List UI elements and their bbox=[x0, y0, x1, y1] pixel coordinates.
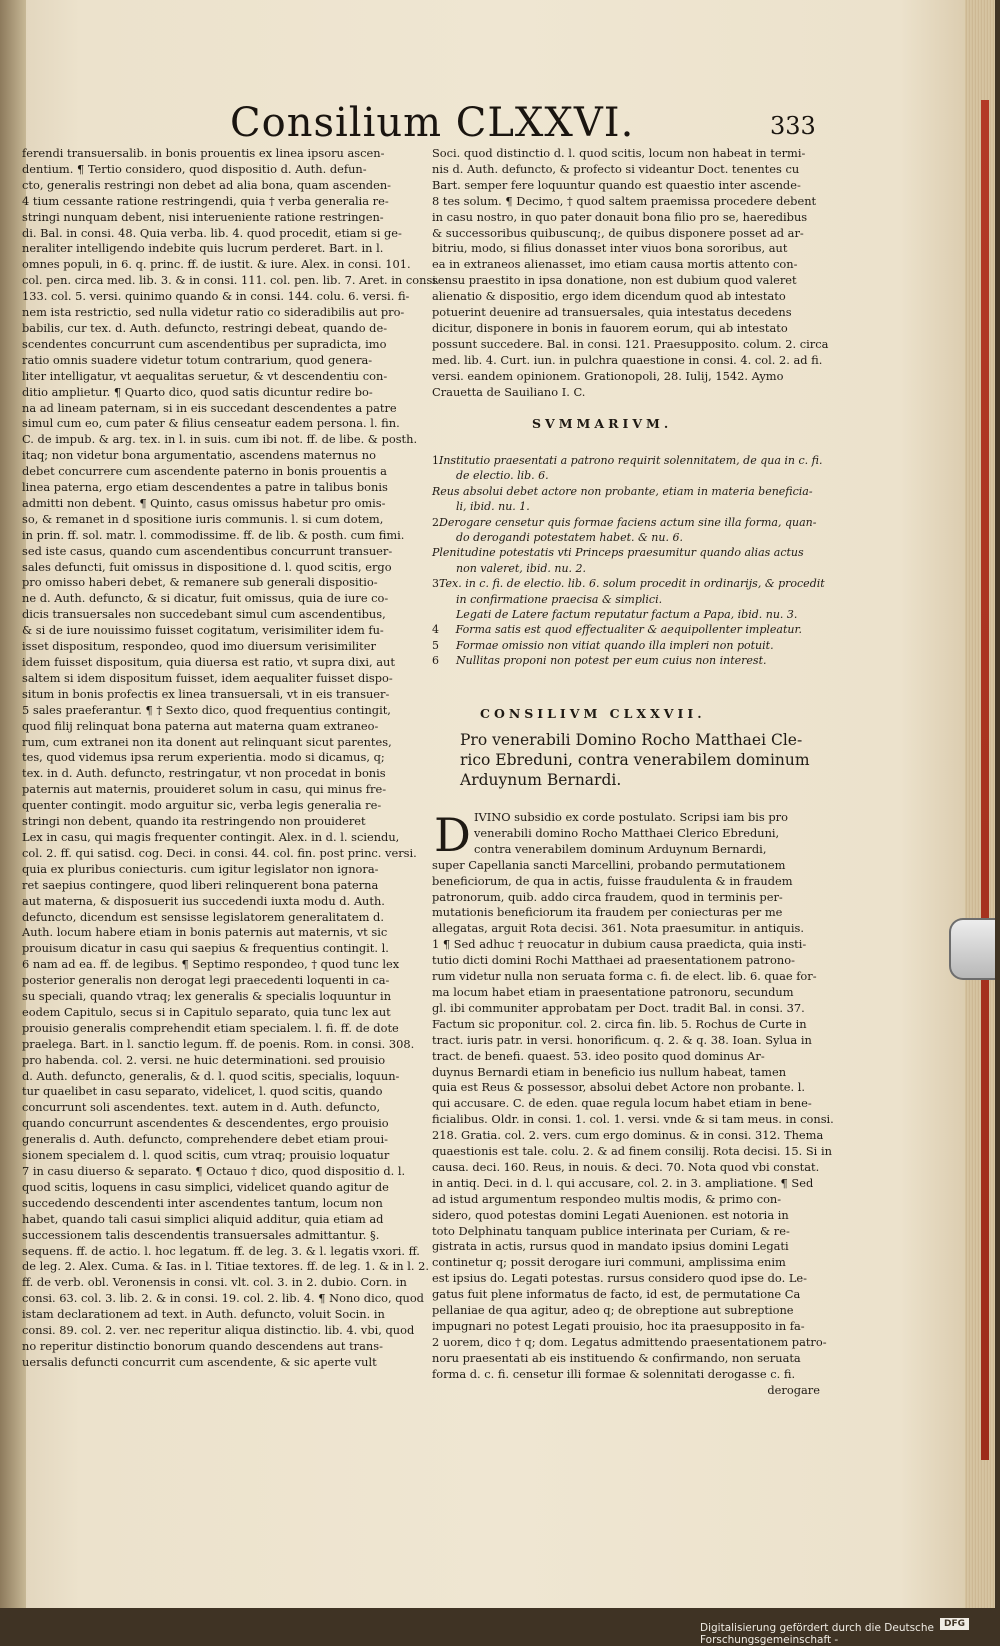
text-line: debet concurrere cum ascendente paterno in bonis prouentis a bbox=[22, 464, 387, 479]
summarium-number bbox=[432, 468, 456, 483]
text-line: 1 ¶ Sed adhuc † reuocatur in dubium causa praedicta, quia insti- bbox=[432, 937, 807, 952]
text-line: allegatas, arguit Rota decisi. 361. Nota praesumitur. in antiquis. bbox=[432, 921, 804, 936]
red-page-edge bbox=[981, 100, 989, 1460]
text-line: duynus Bernardi etiam in beneficio ius nullum habeat, tamen bbox=[432, 1064, 787, 1079]
text-line: tur quaelibet in casu separato, videlicet, l. quod scitis, quando bbox=[22, 1084, 383, 1099]
text-line: successionem talis descendentis transuersales admittantur. §. bbox=[22, 1227, 380, 1242]
summarium-item bbox=[432, 592, 802, 607]
summarium-item bbox=[432, 499, 802, 514]
text-line: sequens. ff. de actio. l. hoc legatum. ff. de leg. 3. & l. legatis vxori. ff. bbox=[22, 1243, 420, 1258]
text-line: in casu nostro, in quo pater donauit bona filio pro se, haeredibus bbox=[432, 209, 808, 224]
text-line: defuncto, dicendum est sensisse legislatorem generalitatem d. bbox=[22, 909, 384, 924]
text-line: tutio dicti domini Rochi Matthaei ad praesentationem patrono- bbox=[432, 953, 795, 968]
summarium-number bbox=[432, 607, 456, 622]
text-line: cto, generalis restringi non debet ad alia bona, quam ascenden- bbox=[22, 177, 392, 192]
text-line: so, & remanet in d spositione iuris communis. l. si cum dotem, bbox=[22, 511, 384, 526]
text-line: nis d. Auth. defuncto, & profecto si videantur Doct. tenentes cu bbox=[432, 161, 800, 176]
text-line: est ipsius do. Legati potestas. rursus considero quod ipse do. Le- bbox=[432, 1271, 807, 1286]
text-line: 8 tes solum. ¶ Decimo, † quod saltem praemissa procedere debent bbox=[432, 193, 817, 208]
text-line: tes, quod videmus ipsa rerum experientia. modo si dicamus, q; bbox=[22, 750, 385, 765]
text-line: consi. 89. col. 2. ver. nec reperitur aliqua distinctio. lib. 4. vbi, quod bbox=[22, 1323, 415, 1338]
text-line: na ad lineam paternam, si in eis succedant descendentes a patre bbox=[22, 400, 397, 415]
text-line: in antiq. Deci. in d. l. qui accusare, col. 2. in 3. ampliatione. ¶ Sed bbox=[432, 1175, 814, 1190]
summarium-text: Tex. in c. fi. de electio. lib. 6. solum procedit in ordinarijs, & procedit bbox=[439, 577, 825, 591]
text-line: saltem si idem dispositum fuisset, idem aequaliter fuisset dispo- bbox=[22, 670, 393, 685]
text-line: prouisum dicatur in casu qui saepius & frequentius contingit. l. bbox=[22, 941, 389, 956]
text-line: linea paterna, ergo etiam descendentes a patre in talibus bonis bbox=[22, 480, 388, 495]
summarium-text: do derogandi potestatem habet. & nu. 6. bbox=[456, 531, 683, 545]
summarium-number bbox=[432, 592, 456, 607]
text-line: mutationis beneficiorum ita fraudem per coniecturas per me bbox=[432, 905, 783, 920]
text-line: alienatio & dispositio, ergo idem dicendum quod ab intestato bbox=[432, 289, 786, 304]
footer-credit: Digitalisierung gefördert durch die Deutsche Forschungsgemeinschaft - bbox=[700, 1622, 934, 1646]
text-line: su speciali, quando vtraq; lex generalis & specialis loquuntur in bbox=[22, 989, 392, 1004]
summarium-item bbox=[432, 622, 802, 637]
summarium-number bbox=[432, 499, 456, 514]
page-title: Consilium CLXXVI. bbox=[230, 100, 635, 146]
text-line: generalis d. Auth. defuncto, comprehendere debet etiam proui- bbox=[22, 1132, 388, 1147]
text-line: idem fuisset dispositum, quia diuersa est ratio, vt supra dixi, aut bbox=[22, 655, 395, 669]
text-line: beneficiorum, de qua in actis, fuisse fraudulenta & in fraudem bbox=[432, 873, 793, 888]
summarium-number bbox=[432, 561, 456, 576]
text-line: simul cum eo, cum pater & filius censeatur eadem persona. l. fin. bbox=[22, 416, 400, 431]
text-line: rum, cum extranei non ita donent aut relinquant sicut parentes, bbox=[22, 734, 392, 749]
text-line: succedendo descendenti inter ascendentes tantum, locum non bbox=[22, 1195, 383, 1210]
text-line: quod scitis, loquens in casu simplici, videlicet quando agitur de bbox=[22, 1179, 389, 1194]
consilium-heading: CONSILIVM CLXXVII. bbox=[480, 706, 706, 721]
summarium-item bbox=[432, 468, 802, 483]
text-line: no reperitur distinctio bonorum quando descendens aut trans- bbox=[22, 1338, 383, 1353]
text-line: admitti non debent. ¶ Quinto, casus omissus habetur pro omis- bbox=[22, 495, 386, 510]
text-line: 218. Gratia. col. 2. vers. cum ergo dominus. & in consi. 312. Thema bbox=[432, 1128, 824, 1143]
text-line: liter intelligatur, vt aequalitas seruetur, & vt descendentiu con- bbox=[22, 368, 388, 383]
text-line: forma d. c. fi. censetur illi formae & solennitati derogasse c. fi. bbox=[432, 1366, 796, 1381]
summarium-number: 2 bbox=[432, 515, 439, 529]
summarium-text: de electio. lib. 6. bbox=[456, 469, 549, 483]
text-line: 6 nam ad ea. ff. de legibus. ¶ Septimo respondeo, † quod tunc lex bbox=[22, 957, 400, 972]
summarium-text: Formae omissio non vitiat quando illa impleri non potuit. bbox=[456, 638, 774, 652]
text-line: sales defuncti, fuit omissus in dispositione d. l. quod scitis, ergo bbox=[22, 559, 392, 574]
text-line: d. Auth. defuncto, generalis, & d. l. quod scitis, specialis, loquun- bbox=[22, 1068, 400, 1083]
dfg-logo: DFG bbox=[940, 1618, 969, 1630]
text-line: scendentes concurrunt cum ascendentibus per supradicta, imo bbox=[22, 336, 387, 351]
text-line: bitriu, modo, si filius donasset inter viuos bona sororibus, aut bbox=[432, 241, 788, 256]
summarium-item bbox=[432, 515, 817, 530]
summarium-text: Derogare censetur quis formae faciens actum sine illa forma, quan- bbox=[439, 515, 817, 529]
text-line: ferendi transuersalib. in bonis prouentis ex linea ipsoru ascen- bbox=[22, 146, 385, 160]
text-line: pro omisso haberi debet, & remanere sub generali dispositio- bbox=[22, 575, 378, 590]
text-line: stringi nunquam debent, nisi interueniente ratione restringen- bbox=[22, 209, 384, 224]
right-column-body bbox=[432, 810, 834, 1399]
text-line: stringi non debent, quando ita restringendo non prouideret bbox=[22, 814, 366, 829]
text-line: omnes populi, in 6. q. princ. ff. de iustit. & iure. Alex. in consi. 101. bbox=[22, 257, 411, 272]
text-line: potuerint deuenire ad transuersales, quia intestatus decedens bbox=[432, 305, 792, 320]
text-line: 7 in casu diuerso & separato. ¶ Octauo † dico, quod dispositio d. l. bbox=[22, 1164, 406, 1178]
subtitle-line: Arduynum Bernardi. bbox=[460, 771, 622, 789]
text-line: di. Bal. in consi. 48. Quia verba. lib. 4. quod procedit, etiam si ge- bbox=[22, 225, 402, 240]
text-line: quenter contingit. modo arguitur sic, verba legis generalia re- bbox=[22, 798, 382, 813]
text-line: & successoribus quibuscunq;, de quibus disponere posset ad ar- bbox=[432, 225, 804, 240]
text-line: 2 uorem, dico † q; dom. Legatus admittendo praesentationem patro- bbox=[432, 1334, 827, 1349]
text-line: tract. de benefi. quaest. 53. ideo posito quod dominus Ar- bbox=[432, 1048, 765, 1063]
text-line: col. 2. ff. qui satisd. cog. Deci. in consi. 44. col. fin. post princ. versi. bbox=[22, 845, 417, 860]
summarium-item bbox=[432, 607, 802, 622]
summarium-heading: SVMMARIVM. bbox=[532, 416, 673, 431]
summarium-text: Institutio praesentati a patrono requirit solennitatem, de qua in c. fi. bbox=[439, 454, 823, 467]
text-line: pro habenda. col. 2. versi. ne huic determinationi. sed prouisio bbox=[22, 1052, 386, 1067]
text-line: praelega. Bart. in l. sanctio legum. ff. de poenis. Rom. in consi. 308. bbox=[22, 1036, 415, 1051]
summarium-item bbox=[432, 638, 802, 653]
text-line: quaestionis est tale. colu. 2. & ad finem consilij. Rota decisi. 15. Si in bbox=[432, 1144, 832, 1159]
text-line: quia ex pluribus coniecturis. cum igitur legislator non ignora- bbox=[22, 861, 379, 876]
text-line: Soci. quod distinctio d. l. quod scitis, locum non habeat in termi- bbox=[432, 146, 806, 160]
summarium-number: 4 bbox=[432, 623, 439, 637]
text-line: gistrata in actis, rursus quod in mandato ipsius domini Legati bbox=[432, 1239, 789, 1254]
text-line: ratio omnis suadere videtur totum contrarium, quod genera- bbox=[22, 352, 373, 367]
text-line: in prin. ff. sol. matr. l. commodissime. ff. de lib. & posth. cum fimi. bbox=[22, 527, 405, 542]
text-line: patronorum, quib. addo circa fraudem, quod in terminis per- bbox=[432, 889, 783, 904]
text-line: dicitur, disponere in bonis in fauorem eorum, qui ab intestato bbox=[432, 320, 788, 335]
text-line: toto Delphinatu tanquam publice interinata per Curiam, & re- bbox=[432, 1223, 790, 1238]
text-line: prouisio generalis comprehendit etiam specialem. l. fi. ff. de dote bbox=[22, 1020, 399, 1035]
text-line: babilis, cur tex. d. Auth. defuncto, restringi debeat, quando de- bbox=[22, 320, 388, 335]
page-edge bbox=[965, 0, 995, 1608]
subtitle-line: rico Ebreduni, contra venerabilem dominum bbox=[460, 751, 810, 769]
text-line: aut materna, & disposuerit ius succedendi iuxta modu d. Auth. bbox=[22, 893, 385, 908]
summarium-number: 5 bbox=[432, 638, 439, 652]
text-line: pellaniae de qua agitur, adeo q; de obreptione aut subreptione bbox=[432, 1303, 794, 1318]
consilium-subtitle bbox=[460, 730, 820, 790]
text-line: ea in extraneos alienasset, imo etiam causa mortis attento con- bbox=[432, 257, 798, 272]
text-line: Crauetta de Sauiliano I. C. bbox=[432, 384, 586, 399]
text-line: paternis aut maternis, prouideret solum in casu, qui minus fre- bbox=[22, 782, 387, 797]
summarium-text: Nullitas proponi non potest per eum cuius non interest. bbox=[456, 654, 767, 668]
text-line: consi. 63. col. 3. lib. 2. & in consi. 19. col. 2. lib. 4. ¶ Nono dico, quod bbox=[22, 1291, 424, 1306]
text-line: ficialibus. Oldr. in consi. 1. col. 1. versi. vnde & si tam meus. in consi. bbox=[432, 1112, 834, 1127]
right-column-top bbox=[432, 146, 829, 401]
summarium-item bbox=[432, 576, 825, 591]
text-line: C. de impub. & arg. tex. in l. in suis. cum ibi not. ff. de libe. & posth. bbox=[22, 432, 418, 447]
subtitle-line: Pro venerabili Domino Rocho Matthaei Cle- bbox=[460, 731, 803, 749]
summarium-text: li, ibid. nu. 1. bbox=[456, 500, 530, 514]
text-line: itaq; non videtur bona argumentatio, ascendens maternus no bbox=[22, 448, 376, 463]
text-line: ma locum habet etiam in praesentatione patronoru, secundum bbox=[432, 984, 794, 999]
text-line: causa. deci. 160. Reus, in nouis. & deci. 70. Nota quod vbi constat. bbox=[432, 1159, 820, 1174]
summarium-item bbox=[432, 653, 802, 668]
text-line: tract. iuris patr. in versi. honorificum. q. 2. & q. 38. Ioan. Sylua in bbox=[432, 1032, 812, 1047]
text-line: impugnari no potest Legati prouisio, hoc ita praesupposito in fa- bbox=[432, 1319, 805, 1333]
page-number: 333 bbox=[770, 112, 816, 140]
summarium-text: non valeret, ibid. nu. 2. bbox=[456, 561, 587, 575]
text-line: contra venerabilem dominum Arduynum Bernardi, bbox=[474, 841, 767, 856]
text-line: situm in bonis profectis ex linea transuersali, vt in eis transuer- bbox=[22, 686, 390, 701]
text-line: sidero, quod potestas domini Legati Auenionen. est notoria in bbox=[432, 1207, 789, 1222]
text-line: concurrunt soli ascendentes. text. autem in d. Auth. defuncto, bbox=[22, 1100, 381, 1115]
summarium-list bbox=[432, 453, 825, 669]
text-line: quando concurrunt ascendentes & descendentes, ergo prouisio bbox=[22, 1116, 389, 1131]
text-line: ne d. Auth. defuncto, & si dicatur, fuit omissus, quia de iure co- bbox=[22, 591, 389, 606]
text-line: istam declarationem ad text. in Auth. defuncto, voluit Socin. in bbox=[22, 1307, 385, 1322]
summarium-text: Forma satis est quod effectualiter & aequipollenter impleatur. bbox=[455, 623, 802, 637]
summarium-item bbox=[432, 561, 802, 576]
text-line: quia est Reus & possessor, absolui debet Actore non probante. l. bbox=[432, 1080, 806, 1095]
text-line: sensu praestito in ipsa donatione, non est dubium quod valeret bbox=[432, 273, 797, 288]
text-line: derogare bbox=[767, 1382, 820, 1397]
summarium-item bbox=[432, 484, 813, 499]
text-line: ditio amplietur. ¶ Quarto dico, quod satis dicuntur redire bo- bbox=[22, 384, 373, 399]
text-line: venerabili domino Rocho Matthaei Clerico Ebreduni, bbox=[474, 825, 780, 840]
text-line: isset dispositum, respondeo, quod imo diuersum verisimiliter bbox=[22, 639, 376, 654]
text-line: quod filij relinquat bona paterna aut materna quam extraneo- bbox=[22, 718, 379, 733]
text-line: Auth. locum habere etiam in bonis paternis aut maternis, vt sic bbox=[22, 925, 388, 940]
summarium-number bbox=[432, 530, 456, 545]
text-line: & si de iure nouissimo fuisset cogitatum, verisimiliter idem fu- bbox=[22, 623, 384, 638]
page-clip bbox=[949, 918, 995, 980]
summarium-item bbox=[432, 453, 823, 468]
text-line: col. pen. circa med. lib. 3. & in consi. 111. col. pen. lib. 7. Aret. in consi. bbox=[22, 273, 440, 288]
left-column bbox=[22, 146, 440, 1371]
text-line: habet, quando tali casui simplici aliquid additur, quia etiam ad bbox=[22, 1211, 384, 1226]
text-line: tex. in d. Auth. defuncto, restringatur, vt non procedat in bonis bbox=[22, 766, 386, 781]
text-line: ad istud argumentum respondeo multis modis, & primo con- bbox=[432, 1191, 782, 1206]
text-line: dicis transuersales non succedebant simul cum ascendentibus, bbox=[22, 607, 386, 622]
summarium-number: 1 bbox=[432, 454, 439, 467]
text-line: neraliter intelligendo indebite quis lucrum perderet. Bart. in l. bbox=[22, 241, 384, 256]
text-line: 133. col. 5. versi. quinimo quando & in consi. 144. colu. 6. versi. fi- bbox=[22, 289, 410, 304]
summarium-number: 6 bbox=[432, 654, 439, 668]
summarium-text: Legati de Latere factum reputatur factum a Papa, ibid. nu. 3. bbox=[456, 608, 798, 622]
summarium-item bbox=[432, 545, 802, 560]
summarium-text: Reus absolui debet actore non probante, etiam in materia beneficia- bbox=[432, 484, 813, 498]
text-line: 5 sales praeferantur. ¶ † Sexto dico, quod frequentius contingit, bbox=[22, 702, 391, 717]
text-line: Lex in casu, qui magis frequenter contingit. Alex. in d. l. sciendu, bbox=[22, 829, 400, 844]
text-line: Factum sic proponitur. col. 2. circa fin. lib. 5. Rochus de Curte in bbox=[432, 1016, 807, 1031]
text-line: gatus fuit plene informatus de facto, id est, de permutatione Ca bbox=[432, 1287, 801, 1302]
text-line: continetur q; possit derogare iuri communi, amplissima enim bbox=[432, 1255, 786, 1270]
text-line: IVINO subsidio ex corde postulato. Scripsi iam bis pro bbox=[474, 810, 788, 824]
text-line: Bart. semper fere loquuntur quando est quaestio inter ascende- bbox=[432, 177, 801, 192]
text-line: sed iste casus, quando cum ascendentibus concurrunt transuer- bbox=[22, 543, 393, 558]
text-line: super Capellania sancti Marcellini, probando permutationem bbox=[432, 857, 786, 872]
text-line: sionem specialem d. l. quod scitis, cum vtraq; prouisio loquatur bbox=[22, 1148, 390, 1163]
summarium-number: 3 bbox=[432, 577, 439, 591]
text-line: nem ista restrictio, sed nulla videtur ratio co sideradibilis aut pro- bbox=[22, 305, 405, 320]
summarium-item bbox=[432, 530, 802, 545]
summarium-text: in confirmatione praecisa & simplici. bbox=[456, 592, 663, 606]
text-line: versi. eandem opinionem. Grationopoli, 28. Iulij, 1542. Aymo bbox=[432, 368, 784, 383]
text-line: noru praesentati ab eis instituendo & confirmando, non seruata bbox=[432, 1350, 801, 1365]
text-line: uersalis defuncti concurrit cum ascendente, & sic aperte vult bbox=[22, 1354, 377, 1369]
text-line: med. lib. 4. Curt. iun. in pulchra quaestione in consi. 4. col. 2. ad fi. bbox=[432, 352, 823, 367]
text-line: rum videtur nulla non seruata forma c. fi. de elect. lib. 6. quae for- bbox=[432, 969, 817, 984]
text-line: de leg. 2. Alex. Cuma. & Ias. in l. Titiae textores. ff. de leg. 1. & in l. 2. bbox=[22, 1259, 430, 1274]
summarium-text: Plenitudine potestatis vti Princeps praesumitur quando alias actus bbox=[432, 546, 804, 560]
text-line: eodem Capitulo, secus si in Capitulo separato, quia tunc lex aut bbox=[22, 1004, 391, 1019]
text-line: qui accusare. C. de eden. quae regula locum habet etiam in bene- bbox=[432, 1096, 812, 1111]
drop-cap: D bbox=[434, 808, 471, 862]
text-line: posterior generalis non derogat legi praecedenti loquenti in ca- bbox=[22, 973, 390, 988]
text-line: dentium. ¶ Tertio considero, quod dispositio d. Auth. defun- bbox=[22, 161, 367, 176]
text-line: gl. ibi communiter approbatam per Doct. tradit Bal. in consi. 37. bbox=[432, 1000, 805, 1015]
text-line: possunt succedere. Bal. in consi. 121. Praesupposito. colum. 2. circa bbox=[432, 336, 829, 351]
text-line: 4 tium cessante ratione restringendi, quia † verba generalia re- bbox=[22, 193, 389, 208]
text-line: ff. de verb. obl. Veronensis in consi. vlt. col. 3. in 2. dubio. Corn. in bbox=[22, 1275, 407, 1290]
text-line: ret saepius contingere, quod liberi relinquerent bona paterna bbox=[22, 877, 379, 892]
